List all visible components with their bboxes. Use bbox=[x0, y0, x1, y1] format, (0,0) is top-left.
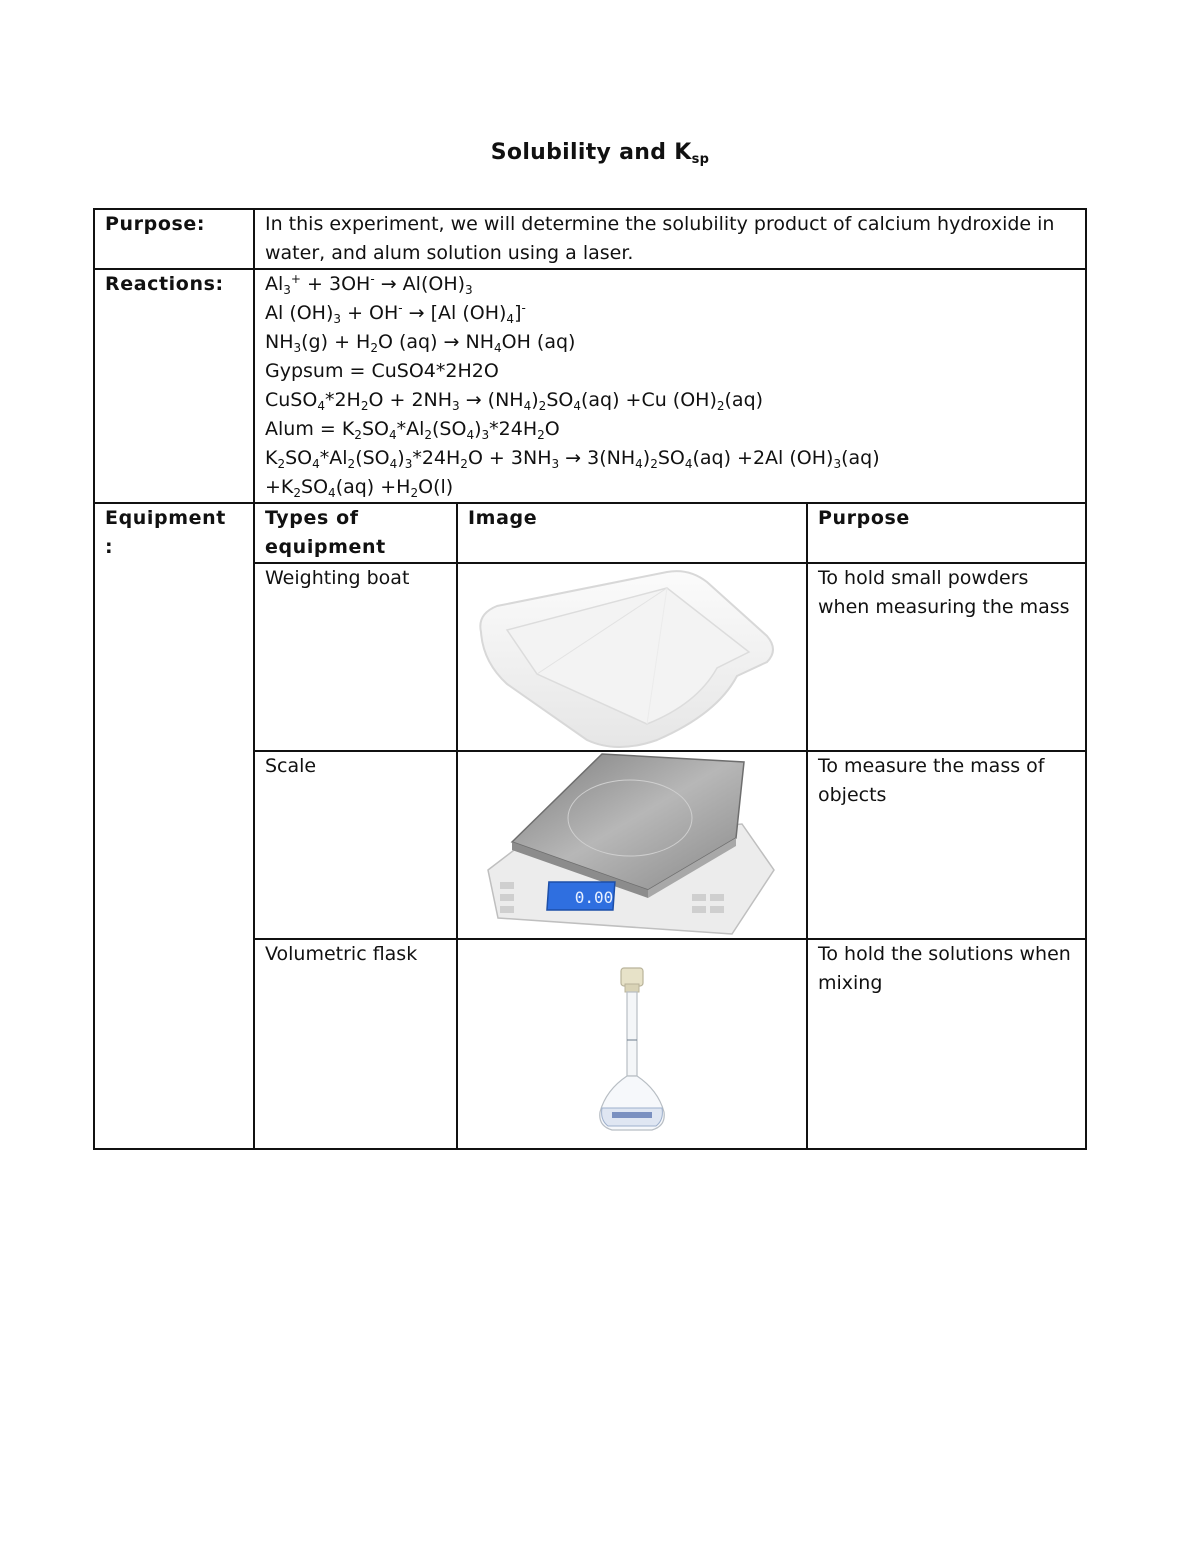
equipment-header-row bbox=[94, 503, 1086, 563]
reaction-5: $CuSO_4*2H_2O + 2NH_3 \to (NH_4)_2SO_4(aq) +Cu$ $(OH)_2(aq)$ bbox=[265, 389, 764, 413]
header-image: Image bbox=[457, 503, 807, 563]
equipment-label: Equipment : bbox=[94, 503, 254, 1149]
digital-scale-image bbox=[457, 751, 807, 939]
equipment-purpose: To hold small powders when measuring the mass bbox=[807, 563, 1086, 751]
header-purpose: Purpose bbox=[807, 503, 1086, 563]
reactions-list bbox=[254, 269, 1086, 503]
header-types: Types of equipment bbox=[254, 503, 457, 563]
equipment-name: Volumetric flask bbox=[254, 939, 457, 1149]
purpose-row bbox=[94, 209, 1086, 269]
reaction-2: Al $(OH)_3 + OH^- \to [Al$ $(OH)_4]^-$ bbox=[265, 301, 526, 326]
scale-display: 0.00 bbox=[574, 888, 614, 907]
equipment-name: Weighting boat bbox=[254, 563, 457, 751]
reaction-4: Gypsum = CuSO4*2H2O bbox=[265, 360, 499, 382]
reactions-row bbox=[94, 269, 1086, 503]
volumetric-flask-image bbox=[457, 939, 807, 1149]
weighing-boat-image bbox=[457, 563, 807, 751]
purpose-text: In this experiment, we will determine the solubility product of calcium hydroxide in water, and alum solution using a laser. bbox=[254, 209, 1086, 269]
reactions-label: Reactions: bbox=[94, 269, 254, 503]
reaction-6: Alum = $K_2SO_4*Al_2(SO_4)_3*24H_2O$ bbox=[265, 418, 560, 442]
lab-table bbox=[93, 208, 1087, 1150]
reaction-7-cont: $+K_2SO_4(aq) +H_2O(l)$ bbox=[265, 476, 454, 500]
equipment-name: Scale bbox=[254, 751, 457, 939]
purpose-label: Purpose: bbox=[94, 209, 254, 269]
equipment-purpose: To hold the solutions when mixing bbox=[807, 939, 1086, 1149]
reaction-3: $NH_3(g) + H_2O$ $(aq) \to NH_4OH$ (aq) bbox=[265, 331, 576, 355]
equipment-purpose: To measure the mass of objects bbox=[807, 751, 1086, 939]
reaction-7: $K_2SO_4*Al_2(SO_4)_3*24H_2O + 3NH_3 \to 3(NH_4)_2SO_4(aq) +2Al$ $(OH)_3(aq)$ bbox=[265, 447, 880, 471]
reaction-1: $Al_3^+ + 3OH^- \to Al(OH)_3$ bbox=[265, 272, 473, 297]
document-title: Solubility and $K_{sp}$ bbox=[490, 140, 710, 167]
